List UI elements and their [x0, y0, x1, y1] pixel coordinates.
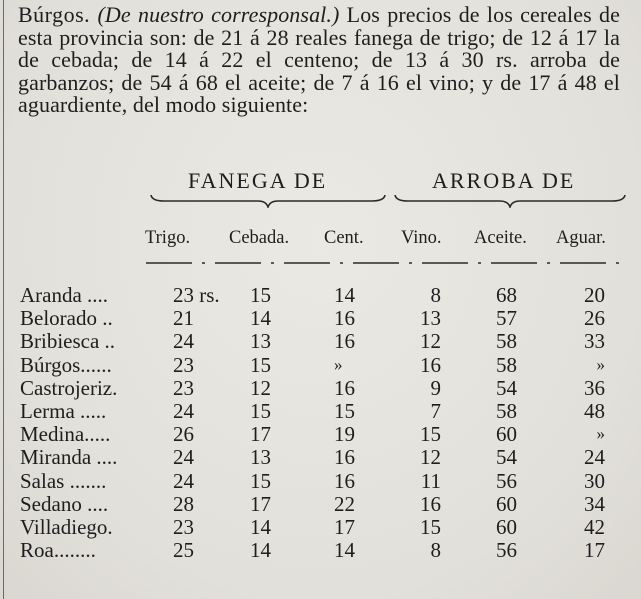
table-row — [0, 376, 641, 400]
group-header-fanega: FANEGA DE — [188, 168, 328, 193]
cell-vino: 9 — [430, 375, 441, 400]
cell-aguar: » — [596, 354, 605, 374]
group-header-arroba: ARROBA DE — [432, 168, 576, 193]
cell-vino: 16 — [420, 491, 441, 516]
article-paragraph — [18, 4, 620, 117]
cell-town: Medina..... — [20, 422, 111, 447]
cell-cebada: 12 — [250, 375, 271, 400]
cell-cebada: 15 — [250, 468, 271, 493]
cell-aceite: 60 — [496, 515, 517, 539]
cell-cebada: 14 — [250, 306, 271, 331]
cell-aceite: 60 — [496, 422, 517, 447]
table-row — [0, 353, 641, 377]
cell-cebada: 15 — [250, 283, 271, 307]
cell-town: Belorado .. — [20, 306, 113, 331]
cell-trigo: 21 — [173, 306, 194, 331]
cell-cent: 15 — [334, 399, 355, 423]
cell-vino: 8 — [430, 538, 441, 563]
cell-vino: 12 — [420, 445, 441, 470]
column-header-aceite: Aceite. — [474, 228, 527, 248]
table-row — [0, 492, 641, 516]
cell-trigo: 24 — [173, 445, 194, 470]
cell-cent: 16 — [334, 468, 355, 493]
column-header-cent: Cent. — [324, 228, 364, 248]
article-text: Los precios de los cereales de esta provincia son: de 21 á 28 reales fanega de trigo; de 12 á 17 la de cebada; de 14 á 22 el centeno; de 13 á 30 rs. arroba de garbanzos; de 54 á 68 el aceite; de 7 á 16 el vino; y de 17 á 48 el aguardiente, del modo siguiente: — [18, 2, 620, 118]
cell-cebada: 15 — [250, 352, 271, 377]
table-row — [0, 515, 641, 539]
cell-town: Villadiego. — [20, 515, 113, 539]
cell-aguar: 17 — [584, 538, 605, 563]
article-correspondent: (De nuestro corresponsal.) — [97, 2, 340, 27]
cell-town: Salas ....... — [20, 468, 107, 493]
cell-aguar: 26 — [584, 306, 605, 331]
cell-trigo: 24 — [173, 329, 194, 354]
cell-aceite: 54 — [496, 445, 517, 470]
cell-vino: 7 — [430, 399, 441, 423]
cell-aceite: 58 — [496, 399, 517, 423]
cell-cent: 16 — [334, 445, 355, 470]
column-header-aguar: Aguar. — [556, 228, 606, 248]
column-header-cebada: Cebada. — [229, 228, 290, 248]
cell-cebada: 13 — [250, 329, 271, 354]
cell-aguar: 48 — [584, 399, 605, 423]
cell-aguar: 36 — [584, 375, 605, 400]
cell-cent: 22 — [334, 491, 355, 516]
cell-cent: 19 — [334, 422, 355, 447]
table-row — [0, 422, 641, 446]
cell-cent: 14 — [334, 538, 355, 563]
cell-trigo: 25 — [173, 538, 194, 563]
cell-town: Aranda .... — [20, 283, 109, 307]
table-row — [0, 306, 641, 330]
cell-trigo: 24 — [173, 399, 194, 423]
cell-town: Sedano .... — [20, 491, 109, 516]
cell-cebada: 15 — [250, 399, 271, 423]
table-row — [0, 329, 641, 353]
cell-aceite: 58 — [496, 329, 517, 354]
cell-town: Lerma ..... — [20, 399, 107, 423]
cell-cent: » — [334, 354, 343, 374]
cell-vino: 15 — [420, 422, 441, 447]
cell-cent: 16 — [334, 329, 355, 354]
cell-town: Miranda .... — [20, 445, 118, 470]
brace-fanega — [150, 194, 386, 208]
table-row — [0, 283, 641, 307]
cell-cent: 16 — [334, 375, 355, 400]
cell-trigo: 23 — [173, 352, 194, 377]
cell-aguar: 30 — [584, 468, 605, 493]
column-header-trigo: Trigo. — [145, 228, 191, 248]
article-place: Búrgos. — [18, 2, 91, 27]
cell-trigo: 23 — [173, 375, 194, 400]
cell-aguar: 24 — [584, 445, 605, 470]
cell-cent: 17 — [334, 515, 355, 539]
cell-aceite: 58 — [496, 352, 517, 377]
cell-cebada: 17 — [250, 491, 271, 516]
cell-aguar: 20 — [584, 283, 605, 307]
cell-aguar: 42 — [584, 515, 605, 539]
cell-aguar: » — [596, 424, 605, 444]
cell-aguar: 34 — [584, 491, 605, 516]
cell-cebada: 17 — [250, 422, 271, 447]
cell-town: Castrojeriz. — [20, 375, 118, 400]
cell-vino: 8 — [430, 283, 441, 307]
column-header-vino: Vino. — [401, 228, 442, 248]
cell-trigo: 26 — [173, 422, 194, 447]
cell-town: Roa........ — [20, 538, 96, 563]
cell-cent: 14 — [334, 283, 355, 307]
cell-aceite: 54 — [496, 375, 517, 400]
cell-vino: 16 — [420, 352, 441, 377]
cell-aceite: 68 — [496, 283, 517, 307]
table-row — [0, 445, 641, 469]
cell-vino: 15 — [420, 515, 441, 539]
cell-aceite: 56 — [496, 538, 517, 563]
cell-town: Búrgos...... — [20, 352, 112, 377]
brace-arroba — [394, 194, 626, 208]
cell-cent: 16 — [334, 306, 355, 331]
cell-vino: 13 — [420, 306, 441, 331]
table-row — [0, 469, 641, 493]
cell-vino: 11 — [420, 468, 441, 493]
cell-vino: 12 — [420, 329, 441, 354]
cell-trigo: 28 — [173, 491, 194, 516]
cell-trigo: 23 rs. — [173, 283, 220, 307]
cell-town: Bribiesca .. — [20, 329, 116, 354]
cell-aceite: 60 — [496, 491, 517, 516]
header-rule — [146, 260, 628, 266]
table-row — [0, 399, 641, 423]
cell-cebada: 14 — [250, 515, 271, 539]
cell-trigo: 24 — [173, 468, 194, 493]
cell-cebada: 13 — [250, 445, 271, 470]
cell-cebada: 14 — [250, 538, 271, 563]
table-row — [0, 538, 641, 562]
cell-aceite: 57 — [496, 306, 517, 331]
cell-trigo: 23 — [173, 515, 194, 539]
cell-aguar: 33 — [584, 329, 605, 354]
cell-aceite: 56 — [496, 468, 517, 493]
